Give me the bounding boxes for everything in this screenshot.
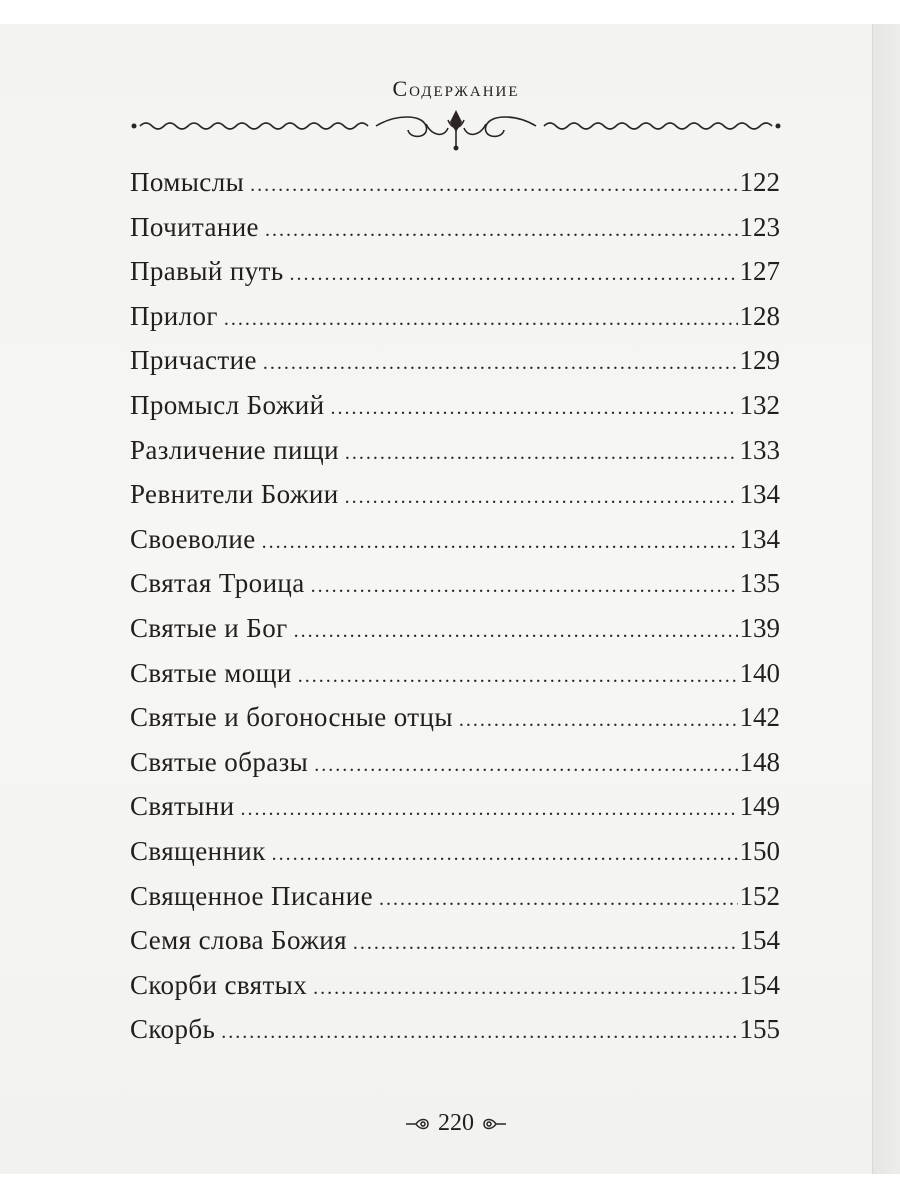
toc-entry: [130, 249, 780, 294]
toc-entry-title: Ревнители Божии: [130, 479, 339, 510]
toc-entry-page: 149: [739, 791, 780, 822]
toc-leader-dots: [459, 698, 738, 743]
ornament-divider-icon: [126, 110, 786, 154]
toc-leader-dots: [331, 386, 738, 431]
toc-entry-title: Почитание: [130, 211, 259, 242]
toc-entry: [130, 606, 780, 651]
toc-entry-page: 154: [739, 969, 780, 1000]
toc-entry: [130, 918, 780, 963]
toc-entry-title: Святые и Бог: [130, 612, 288, 643]
toc-leader-dots: [379, 877, 738, 922]
toc-entry: [130, 205, 780, 250]
footer-ornament-left-icon: [404, 1116, 432, 1132]
toc-entry-page: 139: [739, 612, 780, 643]
toc-leader-dots: [345, 431, 738, 476]
toc-leader-dots: [353, 921, 738, 966]
toc-leader-dots: [221, 1010, 737, 1055]
toc-entry-title: Святыни: [130, 791, 235, 822]
toc-leader-dots: [298, 654, 738, 699]
toc-entry-page: 123: [739, 211, 780, 242]
toc-entry-page: 128: [739, 300, 780, 331]
toc-entry-page: 129: [739, 345, 780, 376]
page-number: 220: [438, 1110, 474, 1136]
toc-leader-dots: [240, 787, 737, 832]
toc-entry-title: Священник: [130, 835, 266, 866]
toc-entry-page: 155: [739, 1014, 780, 1045]
toc-entry-page: 152: [739, 880, 780, 911]
toc-entry-title: Правый путь: [130, 256, 284, 287]
page-edge: [872, 24, 900, 1174]
toc-entry: [130, 874, 780, 919]
toc-entry-title: Различение пищи: [130, 434, 339, 465]
toc-entry-page: 133: [739, 434, 780, 465]
toc-entry: [130, 517, 780, 562]
toc-entry-page: 127: [739, 256, 780, 287]
toc-leader-dots: [314, 743, 737, 788]
toc-leader-dots: [290, 252, 738, 297]
toc-leader-dots: [250, 163, 737, 208]
toc-entry-title: Прилог: [130, 300, 218, 331]
toc-leader-dots: [345, 475, 738, 520]
toc-entry: [130, 784, 780, 829]
toc-leader-dots: [263, 341, 738, 386]
toc-leader-dots: [313, 966, 737, 1011]
toc-entry-title: Священное Писание: [130, 880, 373, 911]
toc-entry: [130, 338, 780, 383]
toc-entry-page: 154: [739, 925, 780, 956]
toc-entry-page: 122: [739, 167, 780, 197]
toc-entry-title: Семя слова Божия: [130, 925, 347, 956]
toc-entry-page: 142: [739, 702, 780, 733]
toc-entry: [130, 1007, 780, 1052]
toc-entry-page: 148: [739, 746, 780, 777]
footer-ornament-right-icon: [480, 1116, 508, 1132]
toc-leader-dots: [262, 520, 738, 565]
toc-leader-dots: [311, 564, 738, 609]
toc-entry-title: Причастие: [130, 345, 257, 376]
toc-entry: [130, 472, 780, 517]
table-of-contents: [130, 160, 780, 1052]
toc-entry: [130, 963, 780, 1008]
toc-entry-page: 135: [739, 568, 780, 599]
toc-entry: [130, 428, 780, 473]
toc-entry-title: Промысл Божий: [130, 389, 325, 420]
toc-entry: [130, 740, 780, 785]
toc-entry: [130, 651, 780, 696]
toc-leader-dots: [294, 609, 738, 654]
page-title: Содержание: [392, 76, 520, 101]
toc-entry: [130, 160, 780, 205]
toc-entry-page: 150: [739, 835, 780, 866]
toc-entry: [130, 829, 780, 874]
toc-entry-page: 134: [739, 479, 780, 510]
toc-entry-title: Святая Троица: [130, 568, 305, 599]
toc-entry-title: Святые и богоносные отцы: [130, 702, 453, 733]
toc-entry-page: 132: [739, 389, 780, 420]
toc-entry-title: Помыслы: [130, 167, 245, 197]
toc-entry-title: Скорбь: [130, 1014, 216, 1045]
toc-entry-title: Своеволие: [130, 523, 256, 554]
toc-entry-title: Святые образы: [130, 746, 309, 777]
toc-entry-title: Скорби святых: [130, 969, 308, 1000]
page-footer: [0, 1110, 900, 1137]
toc-leader-dots: [224, 297, 738, 342]
toc-entry: [130, 695, 780, 740]
toc-entry: [130, 561, 780, 606]
toc-leader-dots: [265, 208, 738, 253]
toc-leader-dots: [272, 832, 738, 877]
toc-entry-page: 140: [739, 657, 780, 688]
toc-entry: [130, 383, 780, 428]
toc-entry-title: Святые мощи: [130, 657, 292, 688]
toc-entry: [130, 294, 780, 339]
toc-entry-page: 134: [739, 523, 780, 554]
